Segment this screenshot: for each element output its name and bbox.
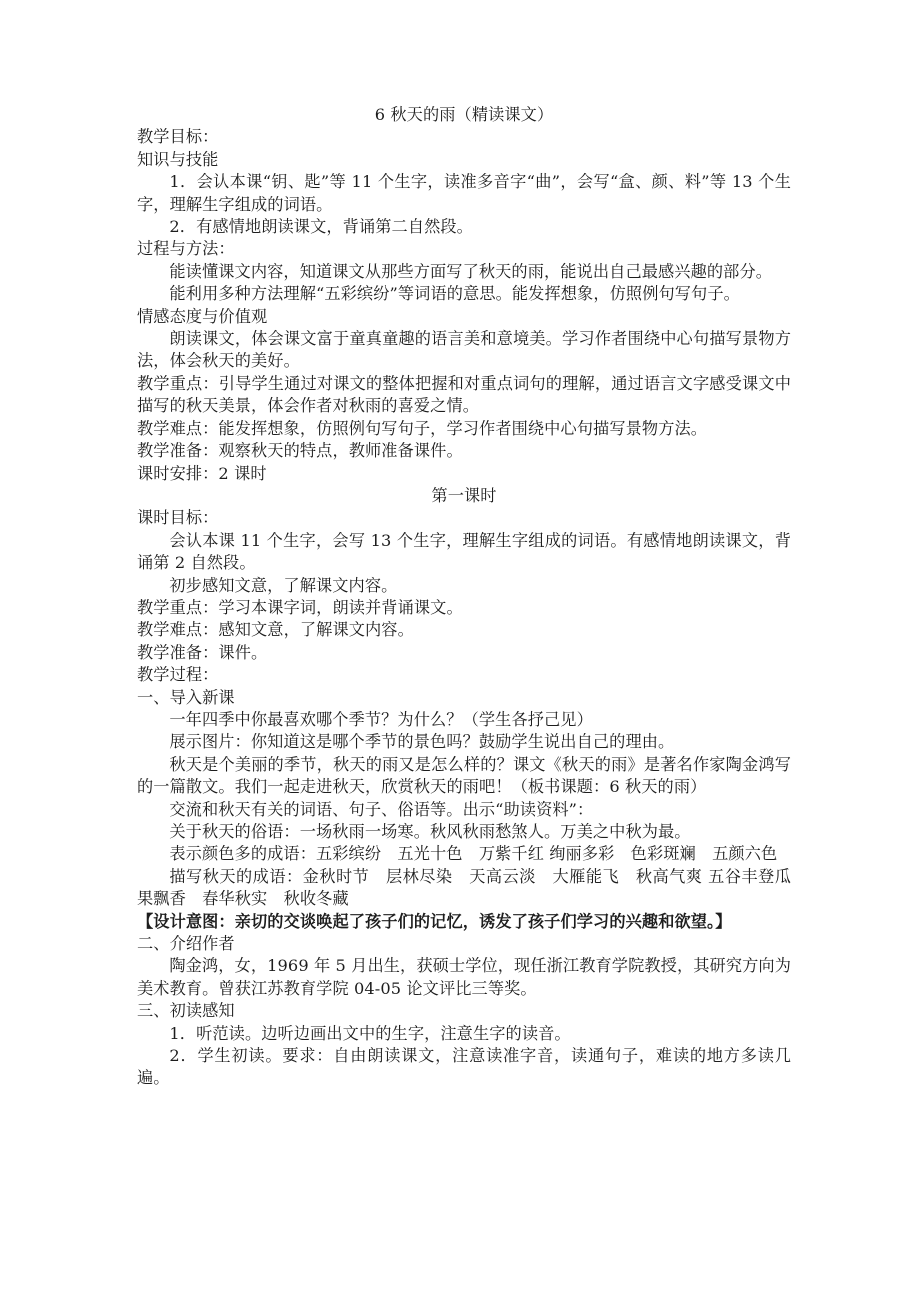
l-period-goal-2: 初步感知文意，了解课文内容。 xyxy=(169,575,398,595)
l-period-prep: 教学准备：课件。 xyxy=(137,642,268,662)
l-design-intent: 【设计意图：亲切的交谈唤起了孩子们的记忆，诱发了孩子们学习的兴趣和欲望。】 xyxy=(137,911,732,931)
l-section-2: 二、介绍作者 xyxy=(137,934,235,954)
l-period-goal-1: 会认本课 11 个生字，会写 13 个生字，理解生字组成的词语。有感情地朗读课文，背诵第 2 自然段。 xyxy=(137,530,791,573)
l-process-heading: 教学过程： xyxy=(137,665,219,685)
l-emotion-1: 朗读课文，体会课文富于童真童趣的语言美和意境美。学习作者围绕中心句描写景物方法，体会秋天的美好。 xyxy=(137,329,791,371)
l-preparation: 教学准备：观察秋天的特点，教师准备课件。 xyxy=(137,441,463,461)
l-process-label: 过程与方法： xyxy=(137,239,235,259)
l-section-3: 三、初读感知 xyxy=(137,1001,235,1021)
l-goals-label: 教学目标： xyxy=(137,127,219,147)
l-key-point: 教学重点：引导学生通过对课文的整体把握和对重点词句的理解，通过语言文字感受课文中描写的秋天美景，体会作者对秋雨的喜爱之情。 xyxy=(137,373,791,416)
l-knowledge-label: 知识与技能 xyxy=(137,149,219,169)
l-emotion-label: 情感态度与价值观 xyxy=(137,306,268,326)
l-intro-4: 交流和秋天有关的词语、句子、俗语等。出示“助读资料”： xyxy=(169,799,594,819)
l-goal-2: 2．有感情地朗读课文，背诵第二自然段。 xyxy=(169,217,473,237)
l-period-key: 教学重点：学习本课字词，朗读并背诵课文。 xyxy=(137,597,463,617)
l-schedule: 课时安排：2 课时 xyxy=(137,463,267,483)
l-autumn-idioms: 描写秋天的成语：金秋时节 层林尽染 天高云淡 大雁能飞 秋高气爽 五谷丰登瓜果飘香 春华秋实 秋收冬藏 xyxy=(137,866,791,909)
l-author-bio: 陶金鸿，女，1969 年 5 月出生，获硕士学位，现任浙江教育学院教授，其研究方向为美术教育。曾获江苏教育学院 04-05 论文评比三等奖。 xyxy=(137,956,791,998)
l-read-1: 1．听范读。边听边画出文中的生字，注意生字的读音。 xyxy=(169,1023,571,1043)
l-period-difficulty: 教学难点：感知文意，了解课文内容。 xyxy=(137,620,414,640)
l-color-idioms: 表示颜色多的成语：五彩缤纷 五光十色 万紫千红 绚丽多彩 色彩斑斓 五颜六色 xyxy=(169,844,778,864)
l-process-1: 能读懂课文内容，知道课文从那些方面写了秋天的雨，能说出自己最感兴趣的部分。 xyxy=(169,261,773,281)
l-process-2: 能利用多种方法理解“五彩缤纷”等词语的意思。能发挥想象，仿照例句写句子。 xyxy=(169,284,740,304)
l-period-goal-label: 课时目标： xyxy=(137,508,219,528)
l-intro-2: 展示图片：你知道这是哪个季节的景色吗？鼓励学生说出自己的理由。 xyxy=(169,732,675,752)
l-read-2: 2．学生初读。要求：自由朗读课文，注意读准字音，读通句子，难读的地方多读几遍。 xyxy=(137,1046,791,1088)
l-intro-3: 秋天是个美丽的季节，秋天的雨又是怎么样的？课文《秋天的雨》是著名作家陶金鸿写的一篇散文。我们一起走进秋天，欣赏秋天的雨吧！（板书课题：6 秋天的雨） xyxy=(137,754,791,797)
l-section-1: 一、导入新课 xyxy=(137,687,235,707)
l-difficulty: 教学难点：能发挥想象，仿照例句写句子，学习作者围绕中心句描写景物方法。 xyxy=(137,418,708,438)
l-goal-1: 1．会认本课“钥、匙”等 11 个生字，读准多音字“曲”，会写“盒、颜、料”等 13 个生字，理解生字组成的词语。 xyxy=(137,172,791,214)
l-lesson-1-heading: 第一课时 xyxy=(431,485,497,505)
l-intro-1: 一年四季中你最喜欢哪个季节？为什么？（学生各抒己见） xyxy=(169,709,593,729)
document-text-block xyxy=(137,126,791,1089)
document-title: 6 秋天的雨（精读课文） xyxy=(374,105,554,124)
document-body xyxy=(137,104,791,1090)
l-proverbs: 关于秋天的俗语：一场秋雨一场寒。秋风秋雨愁煞人。万美之中秋为最。 xyxy=(169,822,691,841)
